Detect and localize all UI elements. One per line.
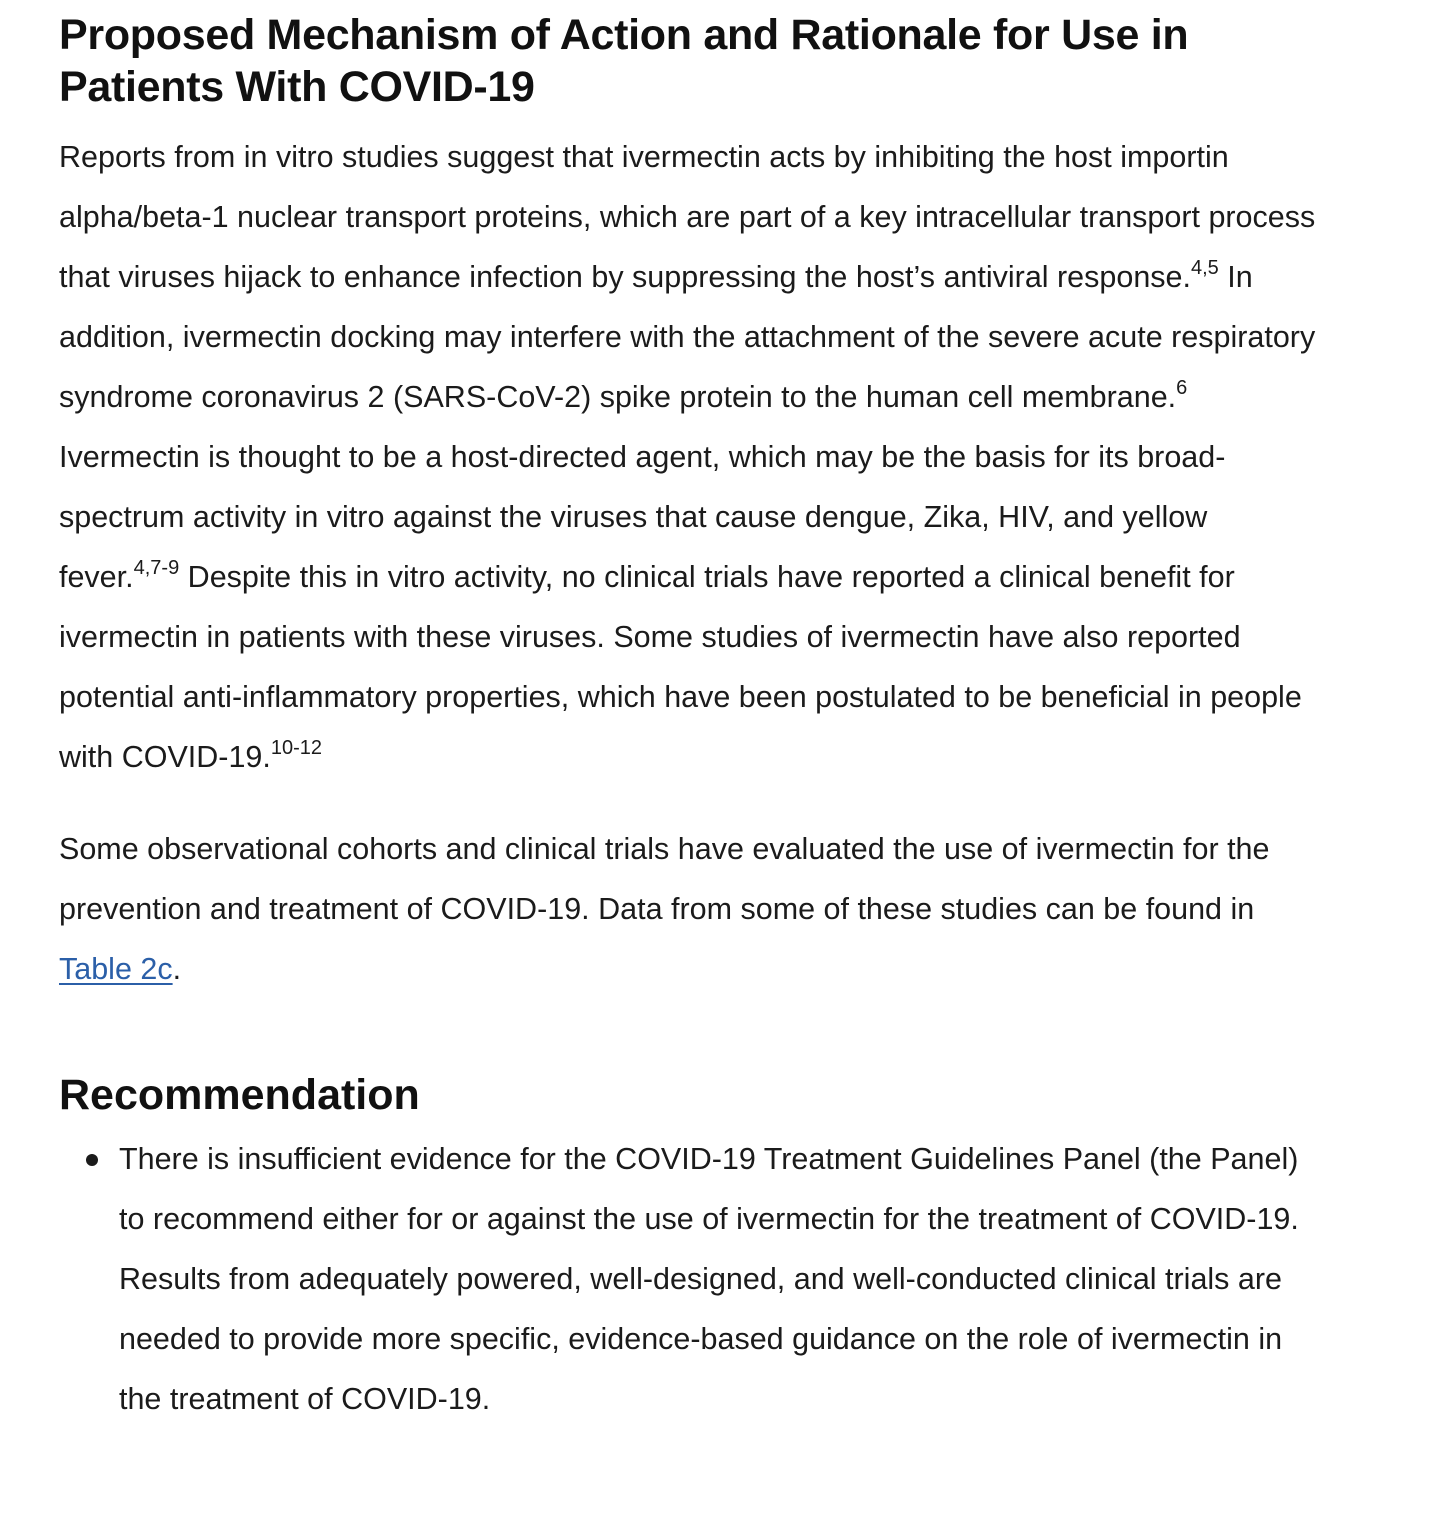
article-content [59,0,1319,1429]
citation-ref[interactable]: 4,7-9 [133,557,180,579]
citation-ref[interactable]: 6 [1176,377,1188,399]
paragraph-text: Reports from in vitro studies suggest that ivermectin acts by inhibiting the host importin alpha/beta-1 nuclear transport proteins, which are part of a key intracellular transport process that viruses hijack to enhance infection by suppressing the host’s antiviral response. [59,140,1316,294]
recommendation-heading: Recommendation [59,1071,420,1119]
paragraph-text: Despite this in vitro activity, no clinical trials have reported a clinical benefit for ivermectin in patients with these viruses. Some studies of ivermectin have also reported potential anti-inflammatory properties, which have been postulated to be beneficial in people with COVID-19. [59,560,1302,774]
paragraph-text: In addition, ivermectin docking may interfere with the attachment of the severe acute respiratory syndrome coronavirus 2 (SARS-CoV-2) spike protein to the human cell membrane. [59,260,1316,414]
table-2c-link[interactable]: Table 2c [59,952,173,986]
paragraph-text: Some observational cohorts and clinical trials have evaluated the use of ivermectin for the prevention and treatment of COVID-19. Data from some of these studies can be found in [59,832,1270,926]
list-item [119,1129,1319,1429]
section-title: Proposed Mechanism of Action and Rationale for Use in Patients With COVID-19 [59,11,1189,111]
citation-ref[interactable]: 10-12 [270,737,323,759]
paragraph-end: . [172,952,182,986]
citation-ref[interactable]: 4,5 [1190,257,1219,279]
recommendation-text: There is insufficient evidence for the COVID-19 Treatment Guidelines Panel (the Panel) to recommend either for or against the use of ivermectin for the treatment of COVID-19. Results from adequately powered, well-designed, and well-conducted clinical trials are needed to provide more specific, evidence-based guidance on the role of ivermectin in the treatment of COVID-19. [119,1142,1299,1416]
mechanism-paragraph [59,127,1319,787]
studies-paragraph [59,819,1319,999]
paragraph-text: Ivermectin is thought to be a host-directed agent, which may be the basis for its broad-spectrum activity in vitro against the viruses that cause dengue, Zika, HIV, and yellow fever. [59,440,1226,594]
recommendation-list [59,1129,1319,1429]
bullet-icon [86,1154,98,1166]
